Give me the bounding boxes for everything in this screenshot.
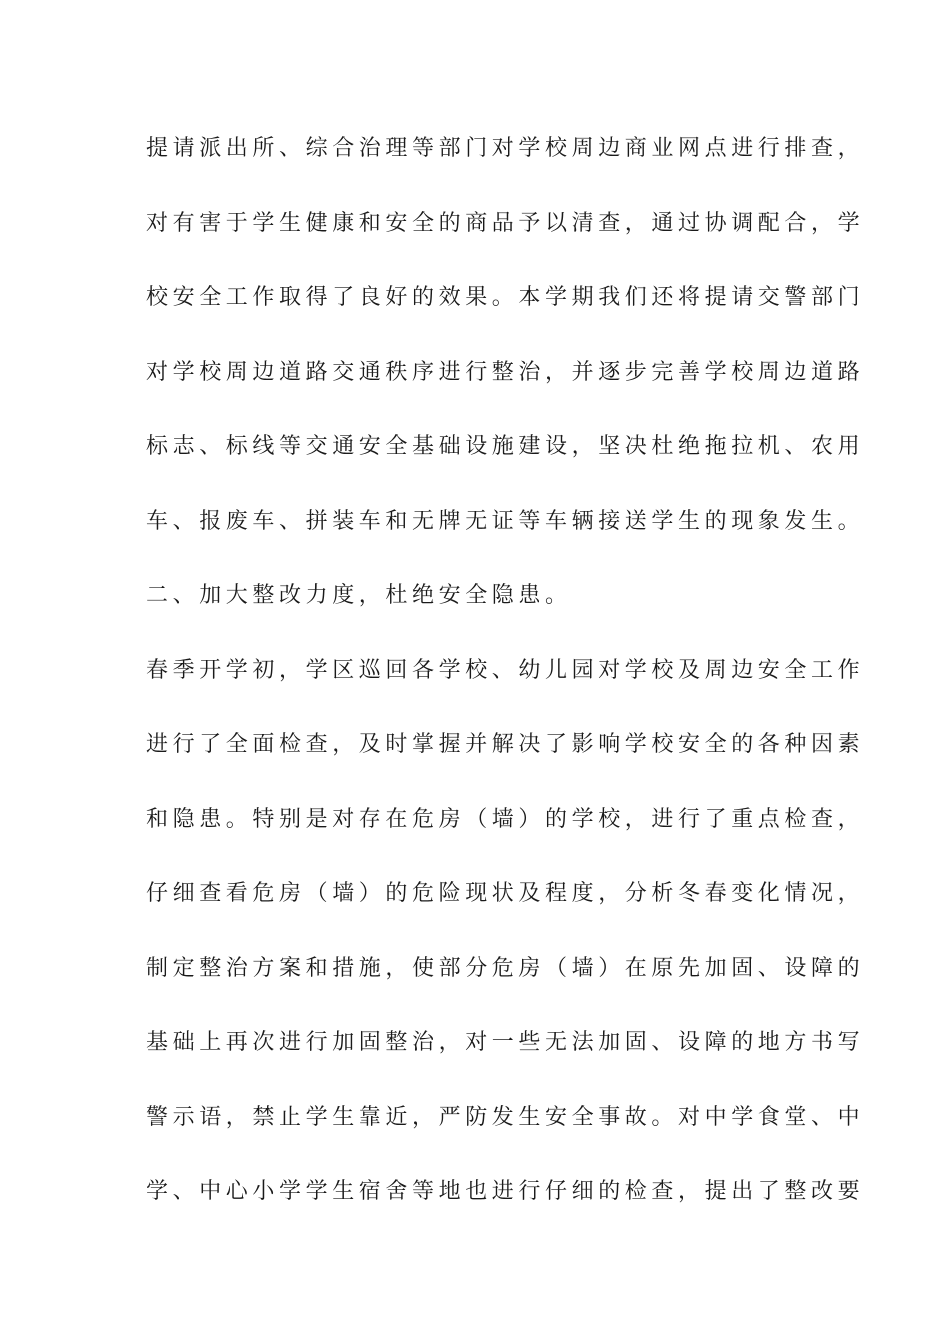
text-line: 和隐患。特别是对存在危房（墙）的学校，进行了重点检查， [146, 806, 865, 832]
text-line: 基础上再次进行加固整治，对一些无法加固、设障的地方书写 [146, 1030, 865, 1055]
text-line: 车、报废车、拼装车和无牌无证等车辆接送学生的现象发生。 [146, 508, 865, 534]
document-body [146, 128, 865, 1246]
text-line: 学、中心小学学生宿舍等地也进行仔细的检查，提出了整改要 [146, 1179, 865, 1204]
text-line: 提请派出所、综合治理等部门对学校周边商业网点进行排查， [146, 136, 865, 161]
text-line: 春季开学初，学区巡回各学校、幼儿园对学校及周边安全工作 [146, 657, 865, 683]
text-line: 进行了全面检查，及时掌握并解决了影响学校安全的各种因素 [146, 732, 865, 757]
text-line: 校安全工作取得了良好的效果。本学期我们还将提请交警部门 [146, 285, 865, 310]
text-line: 仔细查看危房（墙）的危险现状及程度，分析冬春变化情况， [146, 881, 865, 906]
text-line: 警示语，禁止学生靠近，严防发生安全事故。对中学食堂、中 [146, 1104, 865, 1130]
text-line: 对有害于学生健康和安全的商品予以清查，通过协调配合，学 [146, 210, 865, 236]
text-line: 对学校周边道路交通秩序进行整治，并逐步完善学校周边道路 [146, 359, 865, 385]
section-heading: 二、加大整改力度，杜绝安全隐患。 [146, 583, 572, 608]
text-line: 制定整治方案和措施，使部分危房（墙）在原先加固、设障的 [146, 955, 865, 981]
text-line: 标志、标线等交通安全基础设施建设，坚决杜绝拖拉机、农用 [146, 434, 865, 459]
